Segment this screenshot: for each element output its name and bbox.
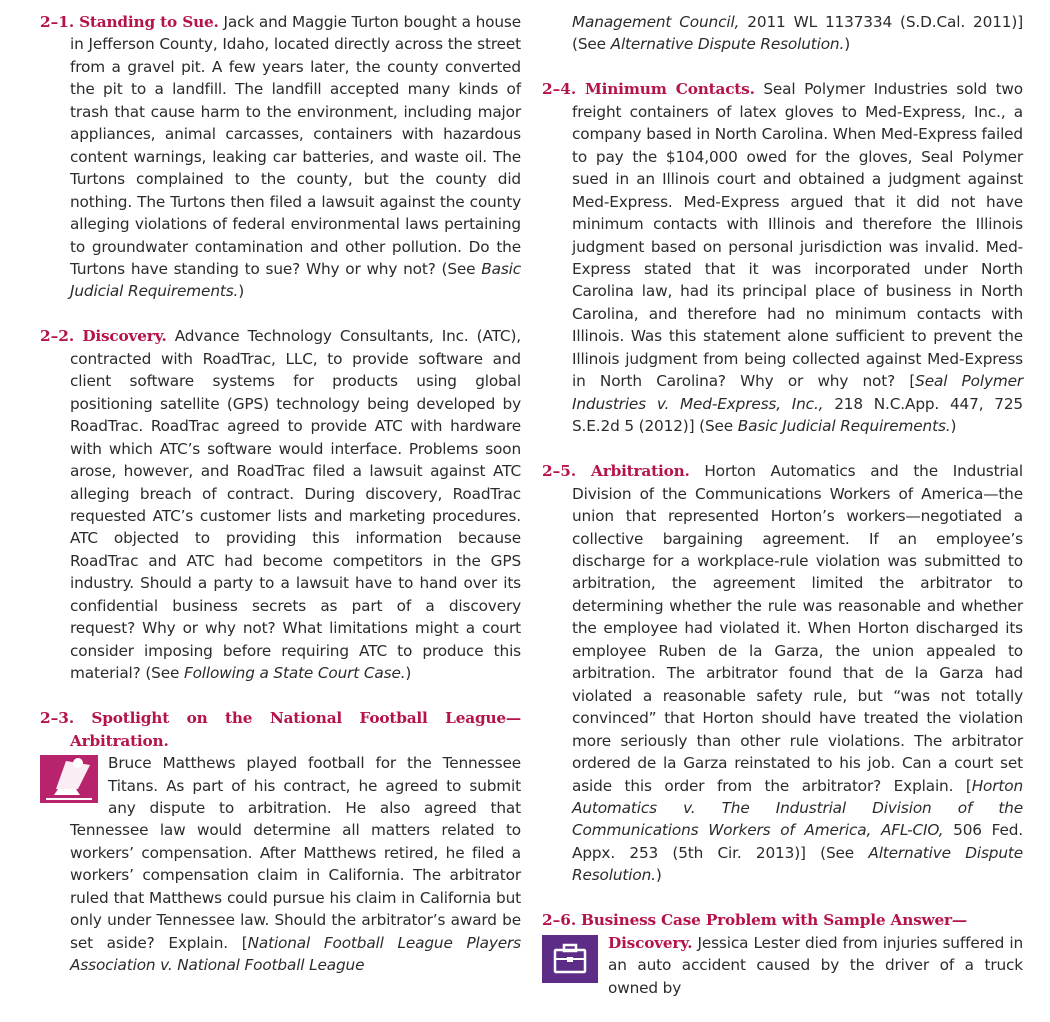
problem-body-block: [40, 752, 521, 977]
spotlight-icon: [40, 755, 98, 803]
case-citation: National Football League Players Association v. National Football League: [70, 933, 521, 975]
closing-paren: ): [655, 866, 662, 885]
problem-2-6: [542, 909, 1023, 999]
problem-body-block: [542, 932, 1023, 999]
section-reference: Basic Judicial Requirements.: [737, 417, 951, 436]
section-reference: Alternative Dispute Resolution.: [572, 843, 1023, 885]
problem-2-2: [40, 325, 521, 684]
right-column: [542, 11, 1023, 1022]
case-citation: Seal Polymer Industries v. Med-Express, Inc.,: [572, 372, 1023, 413]
problem-title-continued: Discovery.: [608, 933, 693, 952]
problem-title: Minimum Contacts.: [584, 80, 755, 99]
section-reference: Alternative Dispute Resolution.: [610, 35, 845, 54]
problem-heading: [542, 909, 1023, 931]
closing-paren: ): [405, 664, 412, 683]
left-column: [40, 11, 521, 999]
problem-body: Bruce Matthews played football for the Tennessee Titans. As part of his contract, he agreed to submit any dispute to arbitration. He also agreed that Tennessee law would determine all matters related to workers’ compensation. After Matthews retired, he filed a workers’ compensation claim in California. The arbitrator ruled that Matthews could pursue his claim in California but only under Tennessee law. Should the arbitrator’s award be set aside? Explain. [: [70, 754, 521, 952]
problem-number: 2–1.: [40, 13, 75, 31]
problem-number: 2–2.: [40, 327, 75, 346]
problem-body: Jessica Lester died from injuries suffered in an auto accident caused by the driver of a truck owned by: [608, 933, 1023, 997]
problem-number: 2–4.: [542, 80, 577, 99]
problem-body: Seal Polymer Industries sold two freight containers of latex gloves to Med-Express, Inc., a company based in North Carolina. When Med-Express failed to pay the $104,000 owed for the gloves, Seal Polymer sued in an Illinois court and obtained a judgment against Med-Express. Med-Express argued that it did not have minimum contacts with Illinois and therefore the Illinois judgment based on personal jurisdiction was invalid. Med-Express stated that it was incorporated under North Carolina law, had its principal place of business in North Carolina, and therefore had no minimum contacts with Illinois. Was this statement alone sufficient to prevent the Illinois judgment from being collected against Med-Express in North Carolina? Why or why not? [: [572, 80, 1023, 391]
problem-2-4: [542, 78, 1023, 437]
problem-title: Arbitration.: [591, 462, 690, 481]
closing-paren: ): [950, 417, 957, 436]
problem-title: Business Case Problem with Sample Answer—: [580, 911, 967, 930]
problem-2-3: [40, 707, 521, 976]
briefcase-icon: [542, 935, 598, 983]
problem-title: Spotlight on the National Football League—Arbitration.: [70, 709, 521, 750]
problem-title: Discovery.: [82, 327, 167, 346]
section-reference: Following a State Court Case.: [183, 664, 406, 683]
problem-title: Standing to Sue.: [79, 13, 219, 31]
case-citation: Management Council,: [572, 13, 740, 31]
closing-paren: ): [844, 35, 851, 54]
problem-number: 2–3.: [40, 709, 75, 728]
citation-detail: 506 Fed. Appx. 253 (5th Cir. 2013)] (See: [572, 821, 1023, 862]
problem-body: Horton Automatics and the Industrial Division of the Communications Workers of America—the union that represented Horton’s workers—negotiated a collective bargaining agreement. If an employee’s discharge for a workplace-rule violation was submitted to arbitration, the agreement limited the arbitrator to determining whether the rule was reasonable and whether the employee had violated it. When Horton discharged its employee Ruben de la Garza, the union appealed to arbitration. The arbitrator found that de la Garza had violated a reasonable safety rule, but “was not totally convinced” that Horton should have treated the violation more seriously than other rule violations. The arbitrator ordered de la Garza reinstated to his job. Can a court set aside this order from the arbitrator? Explain. [: [572, 462, 1023, 795]
case-citation: Horton Automatics v. The Industrial Division of the Communications Workers of America, AFL-CIO,: [572, 776, 1023, 840]
problem-body: Advance Technology Consultants, Inc. (ATC), contracted with RoadTrac, LLC, to provide software and client software systems for products using global positioning satellite (GPS) technology being developed by RoadTrac. RoadTrac agreed to provide ATC with hardware with which ATC’s software would interface. Problems soon arose, however, and RoadTrac filed a lawsuit against ATC alleging breach of contract. During discovery, RoadTrac requested ATC’s customer lists and marketing procedures. ATC objected to providing this information because RoadTrac and ATC had become competitors in the GPS industry. Should a party to a lawsuit have to hand over its confidential business secrets as part of a discovery request? Why or why not? What limitations might a court consider imposing before requiring ATC to produce this material? (See: [70, 327, 521, 683]
problem-heading: [40, 707, 521, 752]
section-reference: Basic Judicial Requirements.: [70, 259, 521, 301]
citation-detail: 2011 WL 1137334 (S.D.Cal. 2011)] (See: [572, 13, 1024, 54]
problem-number: 2–5.: [542, 462, 577, 481]
problem-2-5: [542, 460, 1023, 887]
problem-2-3-continued: [542, 11, 1023, 56]
problem-body: Jack and Maggie Turton bought a house in Jefferson County, Idaho, located directly across the street from a gravel pit. A few years later, the county converted the pit to a landfill. The landfill accepted many kinds of trash that cause harm to the environment, including major appliances, animal carcasses, containers with hazardous content warnings, leaking car batteries, and waste oil. The Turtons complained to the county, but the county did nothing. The Turtons then filed a lawsuit against the county alleging violations of federal environmental laws pertaining to groundwater contamination and other pollution. Do the Turtons have standing to sue? Why or why not? (See: [70, 13, 521, 278]
problem-2-1: [40, 11, 521, 303]
closing-paren: ): [238, 282, 245, 301]
citation-detail: 218 N.C.App. 447, 725 S.E.2d 5 (2012)] (See: [572, 394, 1023, 436]
problem-number: 2–6.: [542, 911, 577, 930]
